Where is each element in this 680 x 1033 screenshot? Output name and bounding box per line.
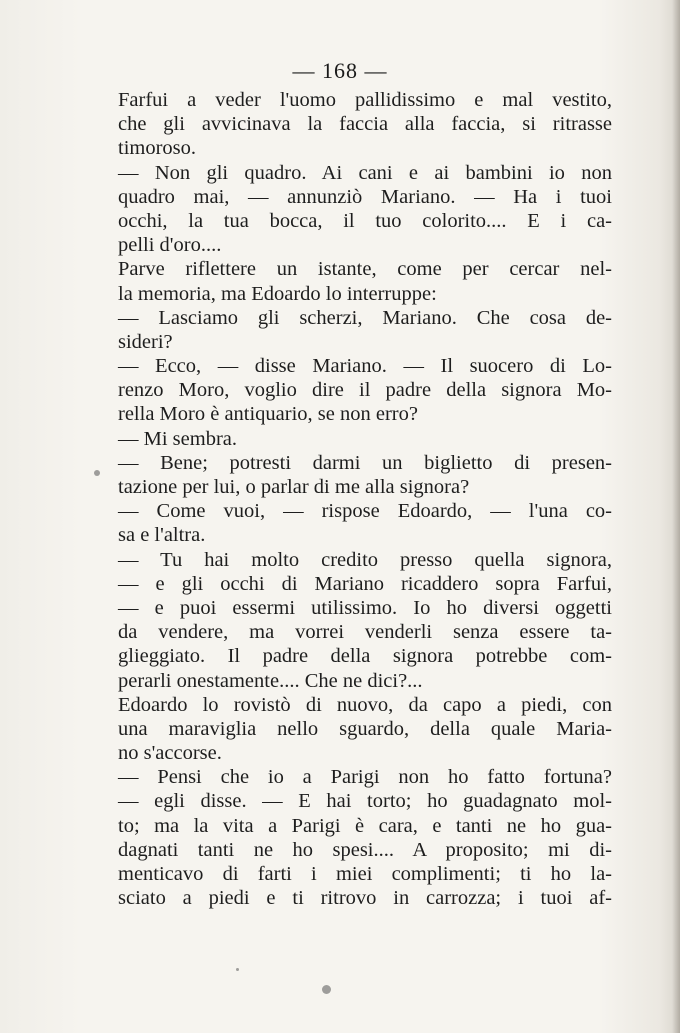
text-line: — Come vuoi, — rispose Edoardo, — l'una co- <box>118 500 612 523</box>
text-line: occhi, la tua bocca, il tuo colorito.... E i ca- <box>118 209 612 232</box>
page-edge-shadow <box>672 0 680 1033</box>
text-line: dagnati tanti ne ho spesi.... A proposito; mi di- <box>118 838 612 861</box>
text-line: timoroso. <box>118 137 197 160</box>
text-line: Parve riflettere un istante, come per cercar nel- <box>118 258 612 281</box>
ink-speck <box>322 985 331 994</box>
text-line: da vendere, ma vorrei venderli senza essere ta- <box>118 621 612 644</box>
text-line: perarli onestamente.... Che ne dici?... <box>118 669 423 692</box>
text-line: — Non gli quadro. Ai cani e ai bambini io non <box>118 161 612 184</box>
ink-speck <box>236 968 239 971</box>
text-line: pelli d'oro.... <box>118 234 222 257</box>
text-line: — egli disse. — E hai torto; ho guadagnato mol- <box>118 790 612 813</box>
text-line: che gli avvicinava la faccia alla faccia, si ritrasse <box>118 113 612 136</box>
text-line: — Tu hai molto credito presso quella signora, <box>118 548 612 571</box>
text-line: Farfui a veder l'uomo pallidissimo e mal vestito, <box>118 89 612 111</box>
page-number: — 168 — <box>292 58 388 83</box>
text-line: rella Moro è antiquario, se non erro? <box>118 403 418 426</box>
text-line: quadro mai, — annunziò Mariano. — Ha i tuoi <box>118 185 612 208</box>
text-line: tazione per lui, o parlar di me alla signora? <box>118 476 470 498</box>
text-line: sideri? <box>118 330 173 353</box>
text-line: una maraviglia nello sguardo, della quale Maria- <box>118 717 612 740</box>
text-line: no s'accorse. <box>118 742 222 765</box>
text-line: Edoardo lo rovistò di nuovo, da capo a piedi, con <box>118 693 612 716</box>
text-line: renzo Moro, voglio dire il padre della signora Mo- <box>118 379 612 402</box>
text-line: la memoria, ma Edoardo lo interruppe: <box>118 282 437 305</box>
text-line: to; ma la vita a Parigi è cara, e tanti ne ho gua- <box>118 814 612 837</box>
text-line: — e puoi essermi utilissimo. Io ho diversi oggetti <box>118 596 612 619</box>
text-line: — e gli occhi di Mariano ricaddero sopra Farfui, <box>118 572 612 595</box>
text-line: sa e l'altra. <box>118 524 206 547</box>
text-line: menticavo di farti i miei complimenti; ti ho la- <box>118 863 612 885</box>
text-line: — Mi sembra. <box>118 427 237 450</box>
text-line: — Bene; potresti darmi un biglietto di presen- <box>118 451 612 474</box>
text-line: sciato a piedi e ti ritrovo in carrozza; i tuoi af- <box>118 887 612 910</box>
text-line: — Ecco, — disse Mariano. — Il suocero di Lo- <box>118 355 612 378</box>
body-text <box>118 88 612 910</box>
text-line: — Pensi che io a Parigi non ho fatto fortuna? <box>118 766 612 789</box>
text-line: glieggiato. Il padre della signora potrebbe com- <box>118 645 612 668</box>
ink-speck <box>94 470 100 476</box>
text-line: — Lasciamo gli scherzi, Mariano. Che cosa de- <box>118 306 612 329</box>
